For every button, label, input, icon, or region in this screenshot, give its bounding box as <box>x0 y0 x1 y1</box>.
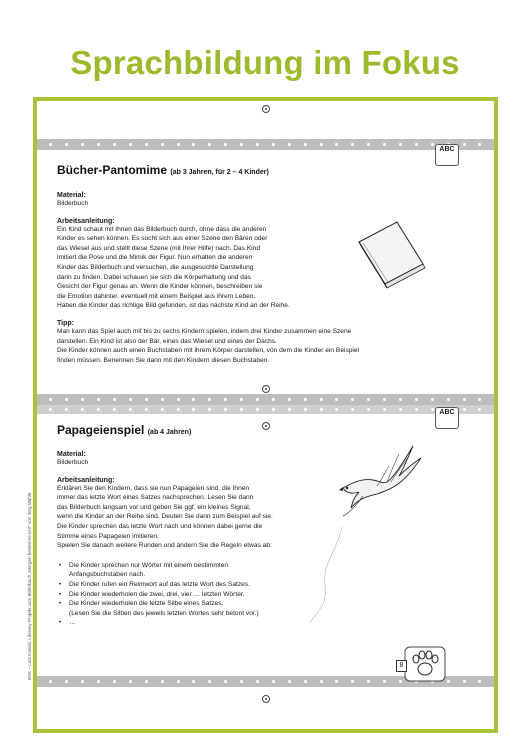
instruction-line: wenn die Kinder an der Reihe sind. Deuten Sie dann zum Beispiel auf sie. <box>57 513 273 521</box>
instruction-line: immer das letzte Wort eines Satzes nachsprechen. Lesen Sie dann <box>57 494 254 502</box>
paw-print-icon <box>404 646 446 682</box>
instruction-line: darin zu finden. Dabei schauen sie sich die Körperhaltung und das <box>57 273 251 281</box>
material-label: Material: <box>57 192 86 199</box>
section-title-note: (ab 3 Jahren, für 2 – 4 Kinder) <box>170 169 269 176</box>
page-title: Sprachbildung im Fokus <box>70 44 460 81</box>
tip-line: Die Kinder können auch einen Buchstaben mit ihrem Körper darstellen, von dem die Kinder ein Beispiel <box>57 347 360 355</box>
instruction-line: das Bilderbuch langsam vor und geben Sie ggf. ein kleines Signal, <box>57 503 251 511</box>
ring-hole-bottom <box>262 695 270 703</box>
page-number: 8 <box>396 660 407 672</box>
list-item: • Die Kinder sprechen nur Wörter mit einem bestimmten <box>69 561 457 571</box>
material-text: Bilderbuch <box>57 459 89 466</box>
rules-list <box>57 561 457 628</box>
list-item: • … <box>69 618 457 628</box>
instructions-label: Arbeitsanleitung: <box>57 476 115 484</box>
section-title: Papageienspiel (ab 4 Jahren) <box>57 423 192 437</box>
list-item-continuation: Anfangsbuchstaben nach. <box>69 571 146 579</box>
list-item: • Die Kinder wiederholen die zwei, drei, vier … letzten Wörter. <box>69 590 457 600</box>
list-item: • Die Kinder wiederholen die letzte Silbe eines Satzes. <box>69 599 457 609</box>
instruction-line: Kinder es sehen können. Es sucht sich aus einer Szene den Bären oder <box>57 235 268 243</box>
tip-line: finden müssen. Benennen Sie dann mit den Kindern diesen Buchstaben. <box>57 356 270 364</box>
tip-label: Tipp: <box>57 319 74 327</box>
material-label: Material: <box>57 451 86 458</box>
instruction-line: Gesicht der Figur genau an. Wenn die Kinder können, beschreiben sie <box>57 283 263 291</box>
instruction-line: Die Kinder sprechen das letzte Wort nach und können dabei gerne die <box>57 522 263 530</box>
tip-line: Man kann das Spiel auch mit bis zu sechs Kindern spielen, indem drei Kinder zusammen eine Szene <box>57 327 352 335</box>
list-item: • Die Kinder rufen ein Reimwort auf das letzte Wort des Satzes. <box>69 580 457 590</box>
divider-middle-2 <box>37 405 494 414</box>
instruction-line: Spielen Sie danach weitere Runden und ändern Sie die Regeln etwas ab: <box>57 542 272 550</box>
abc-icon: ABC <box>435 144 459 166</box>
instruction-line: die Emotion dahinter, eventuell mit einem Beispiel aus ihrem Leben. <box>57 292 256 300</box>
section-title: Bücher-Pantomime (ab 3 Jahren, für 2 – 4 Kinder) <box>57 163 269 177</box>
ring-hole-middle <box>262 385 270 393</box>
copyright-credit: BVK – Lutz Kassis: Literacy-Projekt zum Bilderbuch „Morgen bestimme ich!“ von Jörg Mühle <box>27 492 32 680</box>
parrot-illustration <box>333 438 423 518</box>
list-item-continuation: (Lesen Sie die Silben des jeweils letzten Wortes sehr betont vor.) <box>69 609 259 617</box>
instruction-line: Kinder das Bilderbuch und versuchen, die ausgesuchte Darstellung <box>57 263 254 271</box>
instruction-line: Ein Kind schaut mit Ihnen das Bilderbuch durch, ohne dass die anderen <box>57 225 267 233</box>
instructions-label: Arbeitsanleitung: <box>57 217 115 225</box>
string-line <box>290 525 350 625</box>
instruction-line: Erklären Sie den Kindern, dass sie nun Papageien sind, die Ihnen <box>57 484 250 492</box>
section-title-note: (ab 4 Jahren) <box>147 429 192 436</box>
instruction-line: Haben die Kinder das richtige Bild gefunden, ist das nächste Kind an der Reihe. <box>57 302 290 310</box>
material-text: Bilderbuch <box>57 200 89 207</box>
instruction-line: Stimme eines Papageien imitieren. <box>57 532 159 540</box>
abc-icon-2: ABC <box>435 407 459 429</box>
instruction-line: imitiert die Pose und die Mimik der Figur. Nun erhalten die anderen <box>57 254 253 262</box>
divider-top <box>37 139 494 150</box>
divider-middle <box>37 394 494 405</box>
ring-hole-top <box>262 105 270 113</box>
instruction-line: das Wiesel aus und stellt diese Szene (mit Ihrer Hilfe) nach. Das Kind <box>57 244 261 252</box>
tip-line: darstellen. Ein Kind ist also der Bär, eines das Wiesel und eines der Dachs. <box>57 337 277 345</box>
book-illustration <box>355 218 430 290</box>
